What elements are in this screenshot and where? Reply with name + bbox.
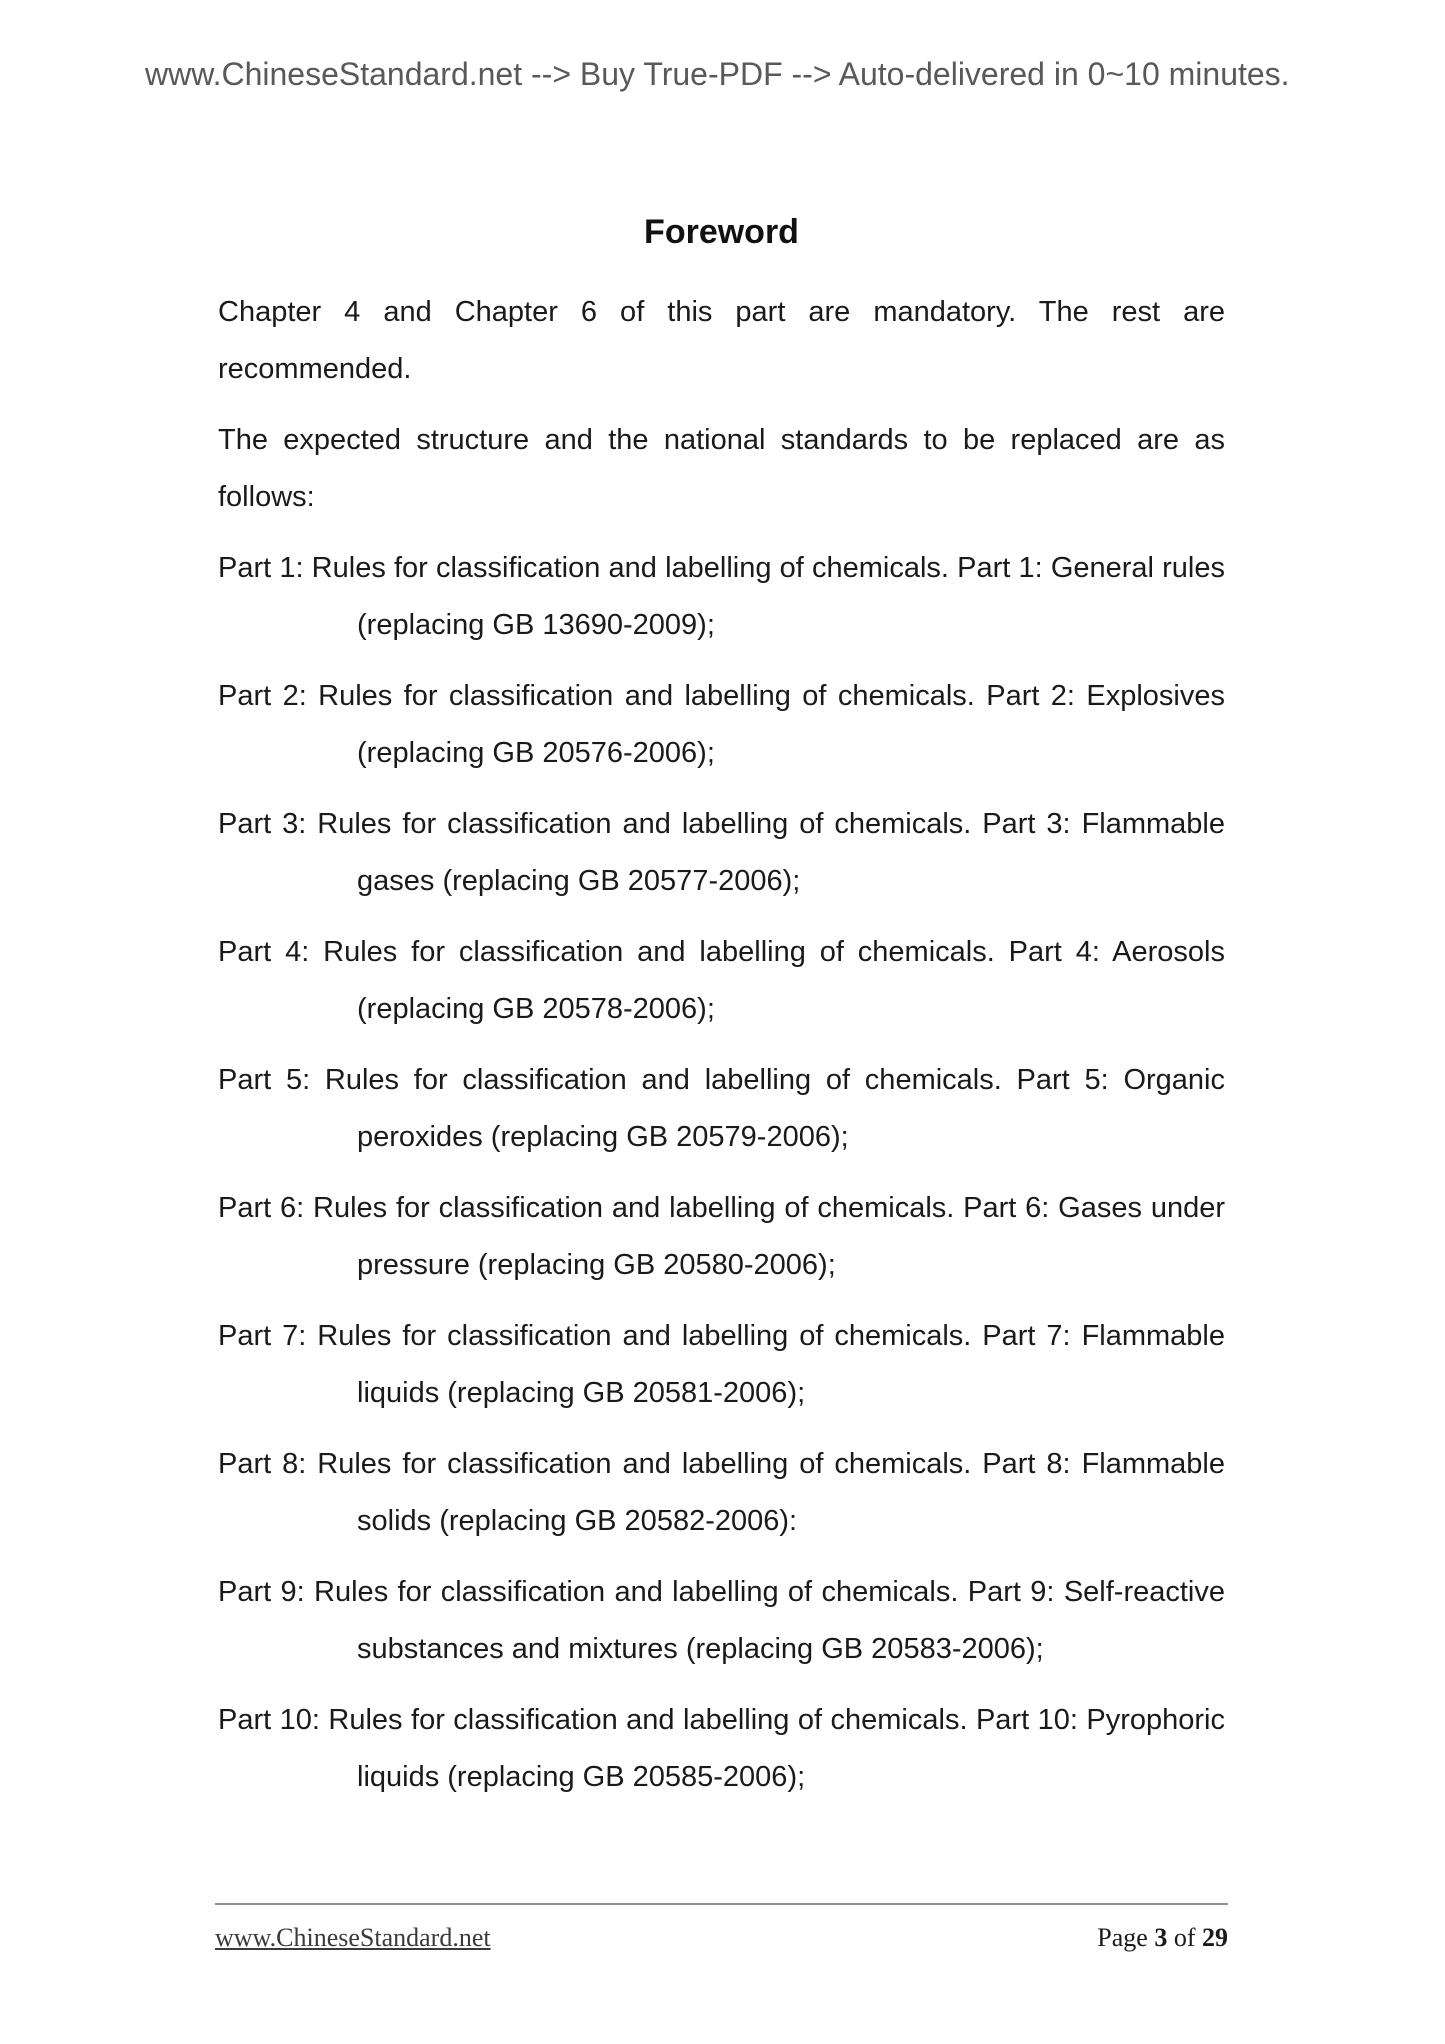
paragraph-line: Part 1: Rules for classification and labelling of chemicals. Part 1: General rules	[218, 552, 1225, 584]
paragraph-line: recommended.	[218, 353, 412, 385]
list-item-part-3	[218, 796, 1225, 910]
paragraph-line: Part 6: Rules for classification and labelling of chemicals. Part 6: Gases under	[218, 1192, 1225, 1224]
header-url-text: www.ChineseStandard.net --> Buy True-PDF --> Auto-delivered in 0~10 minutes.	[145, 56, 1290, 92]
footer-divider	[215, 1903, 1228, 1905]
paragraph-line: solids (replacing GB 20582-2006):	[357, 1505, 798, 1537]
paragraph-line: The expected structure and the national standards to be replaced are as	[218, 424, 1225, 456]
of-word: of	[1173, 1923, 1196, 1952]
paragraph-line: Part 8: Rules for classification and labelling of chemicals. Part 8: Flammable	[218, 1448, 1225, 1480]
document-body	[218, 0, 1225, 1820]
paragraph-line: Chapter 4 and Chapter 6 of this part are mandatory. The rest are	[218, 296, 1225, 328]
footer-site-link[interactable]: www.ChineseStandard.net	[215, 1923, 491, 1952]
paragraph-line: substances and mixtures (replacing GB 20583-2006);	[357, 1633, 1044, 1665]
paragraph-line: gases (replacing GB 20577-2006);	[357, 865, 801, 897]
paragraph-line: pressure (replacing GB 20580-2006);	[357, 1249, 836, 1281]
page-number-indicator	[1097, 1921, 1228, 1955]
list-item-part-1	[218, 540, 1225, 654]
paragraph-line: (replacing GB 20578-2006);	[357, 993, 715, 1025]
list-item-part-10	[218, 1692, 1225, 1806]
paragraph-line: follows:	[218, 481, 315, 513]
paragraph-line: (replacing GB 13690-2009);	[357, 609, 715, 641]
paragraph-line: peroxides (replacing GB 20579-2006);	[357, 1121, 849, 1153]
paragraph-mandatory-chapters	[218, 284, 1225, 398]
paragraph-line: liquids (replacing GB 20585-2006);	[357, 1761, 806, 1793]
list-item-part-9	[218, 1564, 1225, 1678]
paragraph-line: Part 4: Rules for classification and labelling of chemicals. Part 4: Aerosols	[218, 936, 1225, 968]
paragraph-line: Part 3: Rules for classification and labelling of chemicals. Part 3: Flammable	[218, 808, 1225, 840]
page-footer	[215, 1921, 1228, 1955]
list-item-part-2	[218, 668, 1225, 782]
list-item-part-4	[218, 924, 1225, 1038]
paragraph-expected-structure	[218, 412, 1225, 526]
paragraph-line: Part 5: Rules for classification and labelling of chemicals. Part 5: Organic	[218, 1064, 1225, 1096]
paragraph-line: Part 10: Rules for classification and labelling of chemicals. Part 10: Pyrophoric	[218, 1704, 1225, 1736]
current-page-number: 3	[1154, 1923, 1168, 1952]
list-item-part-8	[218, 1436, 1225, 1550]
paragraph-line: (replacing GB 20576-2006);	[357, 737, 715, 769]
page-word: Page	[1097, 1923, 1148, 1952]
paragraph-line: Part 7: Rules for classification and labelling of chemicals. Part 7: Flammable	[218, 1320, 1225, 1352]
list-item-part-7	[218, 1308, 1225, 1422]
total-page-number: 29	[1202, 1923, 1228, 1952]
list-item-part-5	[218, 1052, 1225, 1166]
paragraph-line: liquids (replacing GB 20581-2006);	[357, 1377, 806, 1409]
paragraph-line: Part 9: Rules for classification and labelling of chemicals. Part 9: Self-reactive	[218, 1576, 1225, 1608]
list-item-part-6	[218, 1180, 1225, 1294]
page-title: Foreword	[644, 213, 799, 251]
paragraph-line: Part 2: Rules for classification and labelling of chemicals. Part 2: Explosives	[218, 680, 1225, 712]
